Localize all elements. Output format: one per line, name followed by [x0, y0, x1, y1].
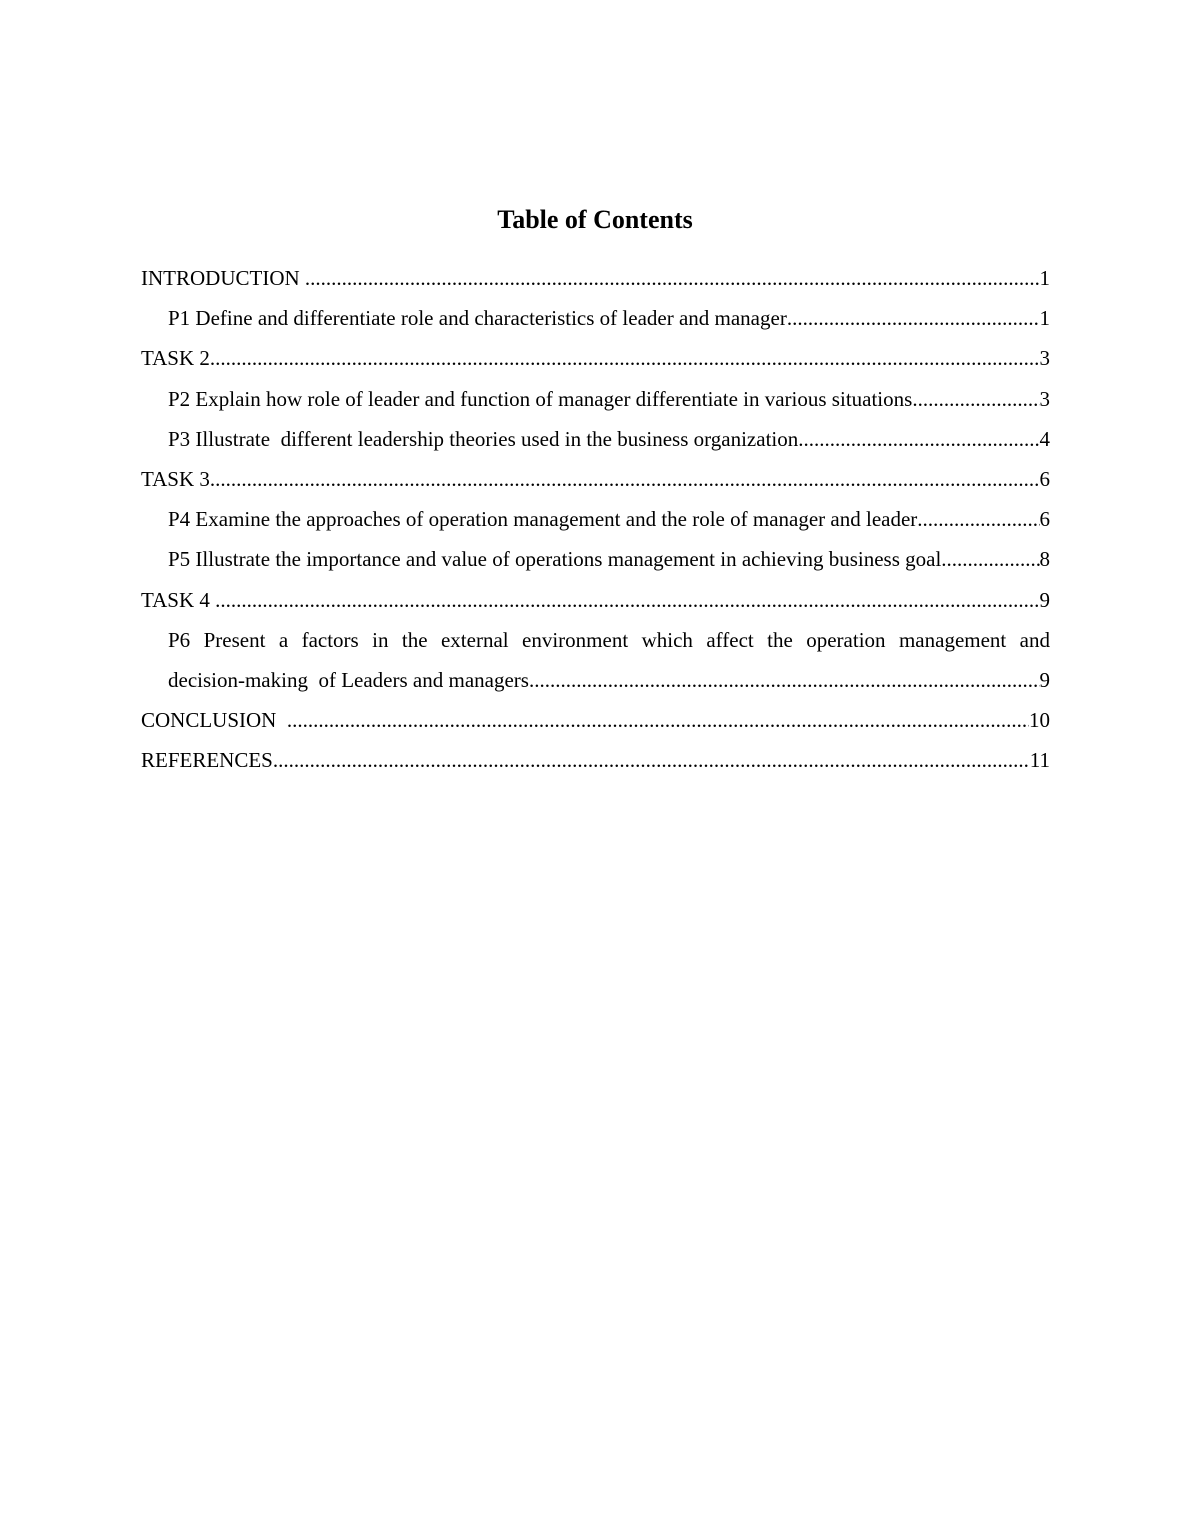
toc-entry-label: TASK 2 [141, 346, 210, 371]
toc-entry-label: REFERENCES [141, 748, 273, 773]
toc-title: Table of Contents [497, 205, 693, 234]
table-of-contents [141, 258, 1050, 780]
toc-dot-leader [287, 700, 1029, 740]
toc-entry-p6-line-1[interactable] [141, 620, 1050, 660]
toc-entry-label: TASK 3 [141, 466, 210, 491]
toc-page-number: 10 [1029, 708, 1050, 733]
toc-entry-p1[interactable] [141, 298, 1050, 338]
toc-dot-leader [912, 379, 1039, 419]
toc-entry-task-3[interactable] [141, 459, 1050, 499]
toc-page-number: 1 [1039, 306, 1050, 331]
toc-entry-label: P4 Examine the approaches of operation management and the role of manager and leader [168, 507, 918, 532]
toc-entry-label: P3 Illustrate different leadership theories used in the business organization [168, 426, 799, 451]
toc-dot-leader [210, 459, 1040, 499]
toc-page-number: 9 [1039, 587, 1050, 612]
toc-entry-task-4[interactable] [141, 580, 1050, 620]
toc-entry-introduction[interactable] [141, 258, 1050, 298]
toc-page-number: 3 [1039, 386, 1050, 411]
toc-entry-p5[interactable] [141, 539, 1050, 579]
toc-entry-label: decision-making of Leaders and managers [168, 667, 529, 692]
toc-entry-label: P5 Illustrate the importance and value of operations management in achieving business goal [168, 547, 942, 572]
toc-dot-leader [798, 419, 1039, 459]
toc-entry-label: CONCLUSION [141, 708, 287, 733]
toc-dot-leader [787, 298, 1040, 338]
toc-page-number: 3 [1039, 346, 1050, 371]
toc-entry-p3[interactable] [141, 419, 1050, 459]
toc-entry-task-2[interactable] [141, 338, 1050, 378]
toc-entry-label: TASK 4 [141, 587, 216, 612]
toc-dot-leader [529, 660, 1040, 700]
toc-entry-label: P6 Present a factors in the external environment which affect the operation management and [168, 627, 1050, 652]
toc-entry-label: P2 Explain how role of leader and function of manager differentiate in various situations [168, 386, 913, 411]
toc-page-number: 9 [1039, 667, 1050, 692]
toc-entry-label: P1 Define and differentiate role and characteristics of leader and manager [168, 306, 787, 331]
toc-page-number: 6 [1039, 507, 1050, 532]
toc-page-number: 11 [1029, 748, 1050, 773]
toc-dot-leader [917, 499, 1039, 539]
toc-dot-leader [273, 740, 1030, 780]
toc-page-number: 4 [1039, 426, 1050, 451]
toc-page-number: 1 [1039, 266, 1050, 290]
toc-dot-leader [941, 539, 1039, 579]
toc-entry-conclusion[interactable] [141, 700, 1050, 740]
toc-entry-p2[interactable] [141, 379, 1050, 419]
toc-entry-label: INTRODUCTION [141, 266, 305, 290]
toc-entry-p4[interactable] [141, 499, 1050, 539]
toc-page-number: 8 [1039, 547, 1050, 572]
toc-dot-leader [210, 338, 1040, 378]
toc-entry-p6-line-2[interactable] [141, 660, 1050, 700]
toc-dot-leader [305, 258, 1040, 298]
toc-page-number: 6 [1039, 466, 1050, 491]
toc-dot-leader [215, 580, 1039, 620]
toc-entry-references[interactable] [141, 740, 1050, 780]
